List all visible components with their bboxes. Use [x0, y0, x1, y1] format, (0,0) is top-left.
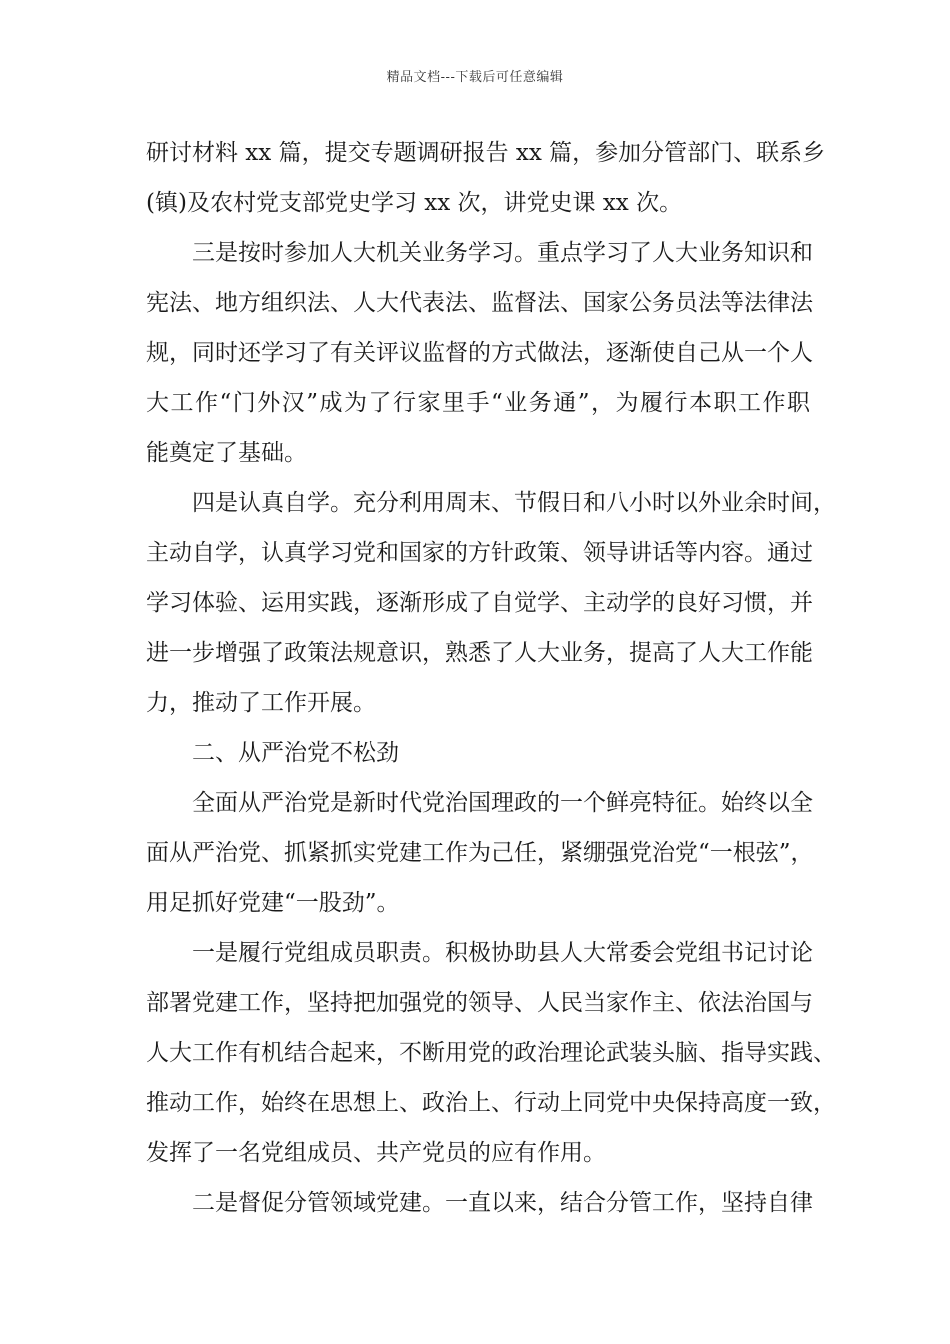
- text-line: 部署党建工作，坚持把加强党的领导、人民当家作主、依法治国与: [146, 990, 813, 1016]
- text-line: 研讨材料 xx 篇，提交专题调研报告 xx 篇，参加分管部门、联系乡: [146, 140, 826, 166]
- text-line: 发挥了一名党组成员、共产党员的应有作用。: [146, 1140, 606, 1166]
- text-line: (镇)及农村党支部党史学习 xx 次，讲党史课 xx 次。: [146, 190, 683, 216]
- paragraph-first-line: 全面从严治党是新时代党治国理政的一个鲜亮特征。始终以全: [192, 790, 813, 816]
- text-line: 规，同时还学习了有关评议监督的方式做法，逐渐使自己从一个人: [146, 340, 813, 366]
- paragraph-first-line: 二是督促分管领域党建。一直以来，结合分管工作，坚持自律: [192, 1190, 813, 1216]
- text-line: 主动自学，认真学习党和国家的方针政策、领导讲话等内容。通过: [146, 540, 813, 566]
- section-heading: 二、从严治党不松劲: [192, 740, 399, 766]
- document-body: [146, 128, 836, 1228]
- text-line: 人大工作有机结合起来，不断用党的政治理论武装头脑、指导实践、: [146, 1040, 836, 1066]
- paragraph-first-line: 三是按时参加人大机关业务学习。重点学习了人大业务知识和: [192, 240, 813, 266]
- text-line: 推动工作，始终在思想上、政治上、行动上同党中央保持高度一致，: [146, 1090, 836, 1116]
- text-line: 学习体验、运用实践，逐渐形成了自觉学、主动学的良好习惯，并: [146, 590, 813, 616]
- text-line: 宪法、地方组织法、人大代表法、监督法、国家公务员法等法律法: [146, 290, 813, 316]
- text-line: 进一步增强了政策法规意识，熟悉了人大业务，提高了人大工作能: [146, 640, 813, 666]
- paragraph-first-line: 四是认真自学。充分利用周末、节假日和八小时以外业余时间，: [192, 490, 836, 516]
- text-line: 用足抓好党建“一股劲”。: [146, 890, 400, 916]
- paragraph-first-line: 一是履行党组成员职责。积极协助县人大常委会党组书记讨论: [192, 940, 813, 966]
- text-line: 大工作“门外汉”成为了行家里手“业务通”，为履行本职工作职: [146, 390, 810, 416]
- text-line: 能奠定了基础。: [146, 440, 307, 466]
- text-line: 力，推动了工作开展。: [146, 690, 376, 716]
- document-header-watermark: 精品文档---下载后可任意编辑: [386, 70, 564, 85]
- text-line: 面从严治党、抓紧抓实党建工作为己任，紧绷强党治党“一根弦”，: [146, 840, 814, 866]
